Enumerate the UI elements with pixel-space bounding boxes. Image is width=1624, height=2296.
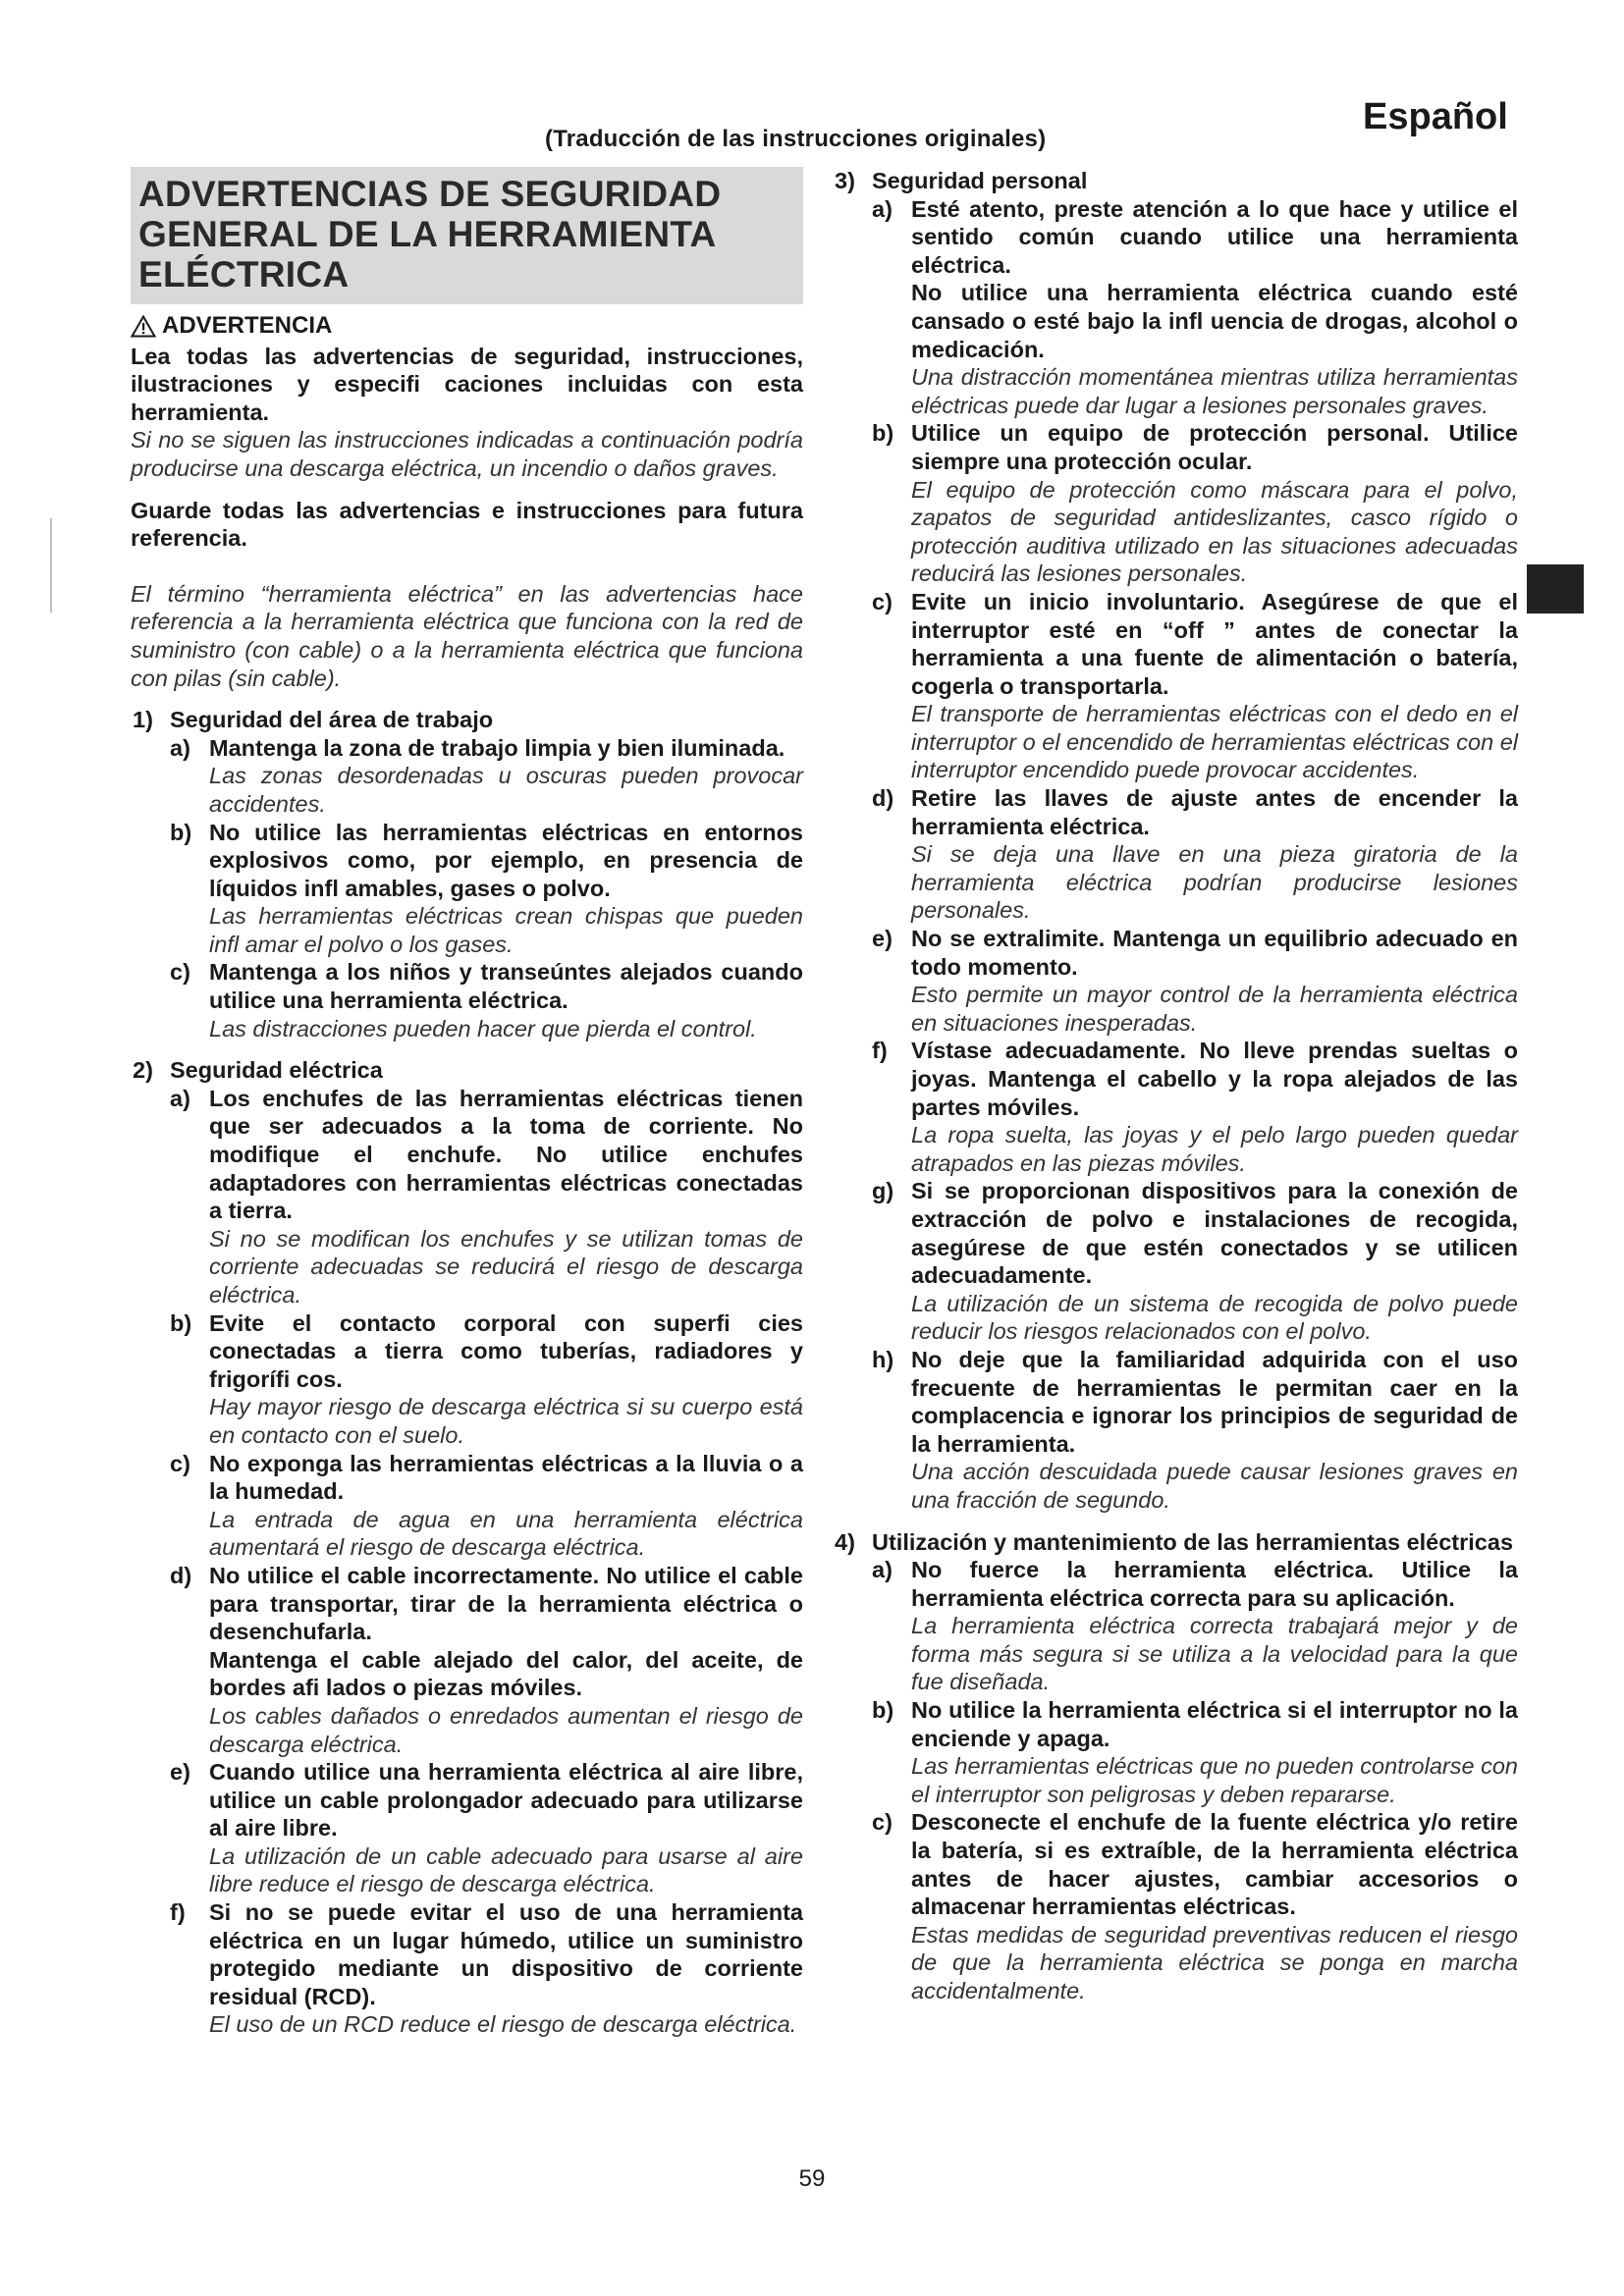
page-number: 59 <box>798 2165 826 2192</box>
item-text: Utilice un equipo de protección personal. Utilice siempre una protección ocular. <box>911 420 1518 474</box>
item-text: Si no se puede evitar el uso de una herramienta eléctrica en un lugar húmedo, utilice un suministro protegido mediante un dispositivo de corriente residual (RCD). <box>209 1899 803 2009</box>
list-item <box>170 1085 803 1225</box>
item-note: Los cables dañados o enredados aumentan el riesgo de descarga eléctrica. <box>209 1702 803 1757</box>
item-note: La entrada de agua en una herramienta eléctrica aumentará el riesgo de descarga eléctrica. <box>209 1506 803 1561</box>
section-2-heading <box>133 1056 803 1085</box>
item-text: No utilice las herramientas eléctricas en entornos explosivos como, por ejemplo, en presencia de líquidos infl amables, gases o polvo. <box>209 819 803 901</box>
item-label: c) <box>170 959 190 986</box>
section-number: 4) <box>835 1528 855 1555</box>
item-extra: No utilice una herramienta eléctrica cuando esté cansado o esté bajo la infl uencia de drogas, alcohol o medicación. <box>911 280 1518 362</box>
item-note: Si se deja una llave en una pieza giratoria de la herramienta eléctrica podrían producirse lesiones personales. <box>911 841 1518 924</box>
section-1-heading <box>133 706 803 734</box>
item-label: c) <box>872 1809 893 1836</box>
warning-heading <box>131 312 803 341</box>
item-text: No exponga las herramientas eléctricas a la lluvia o a la humedad. <box>209 1450 803 1505</box>
item-label: c) <box>170 1450 190 1476</box>
item-note: Las distracciones pueden hacer que pierda el control. <box>209 1015 757 1041</box>
keep-instructions: Guarde todas las advertencias e instrucciones para futura referencia. <box>131 497 803 552</box>
list-item <box>872 1696 1518 1752</box>
item-text: Evite un inicio involuntario. Asegúrese de que el interruptor esté en “off ” antes de conectar la herramienta a una fuente de alimentación o batería, cogerla o transportarla. <box>911 588 1518 699</box>
item-label: a) <box>872 1557 893 1583</box>
section-number: 2) <box>133 1057 153 1084</box>
item-note: La herramienta eléctrica correcta trabajará mejor y de forma más segura si se utiliza a la velocidad para la que fue diseñada. <box>911 1613 1518 1695</box>
list-item <box>170 1758 803 1842</box>
item-note: Una acción descuidada puede causar lesiones graves en una fracción de segundo. <box>911 1459 1518 1513</box>
list-item <box>170 734 803 763</box>
list-item <box>170 819 803 903</box>
item-text: Mantenga a los niños y transeúntes alejados cuando utilice una herramienta eléctrica. <box>209 959 803 1014</box>
item-note: Esto permite un mayor control de la herramienta eléctrica en situaciones inesperadas. <box>911 982 1518 1036</box>
item-text: Cuando utilice una herramienta eléctrica al aire libre, utilice un cable prolongador adecuado para utilizarse al aire libre. <box>209 1759 803 1842</box>
section-thumb-tab <box>1527 564 1584 614</box>
item-label: g) <box>872 1178 894 1204</box>
item-text: No utilice el cable incorrectamente. No utilice el cable para transportar, tirar de la herramienta eléctrica o desenchufarla. <box>209 1562 803 1645</box>
term-definition: El término “herramienta eléctrica” en las advertencias hace referencia a la herramienta eléctrica que funciona con la red de suministro (con cable) o a la herramienta eléctrica que funciona con pilas (sin cable). <box>131 580 803 691</box>
list-item <box>170 958 803 1014</box>
left-column <box>131 167 803 2039</box>
intro-bold: Lea todas las advertencias de seguridad, instrucciones, ilustraciones y especifi caciones incluidas con esta herramienta. <box>131 343 803 425</box>
item-text: Evite el contacto corporal con superfi cies conectadas a tierra como tuberías, radiadores y frigorífi cos. <box>209 1309 803 1392</box>
item-text: No utilice la herramienta eléctrica si el interruptor no la enciende y apaga. <box>911 1697 1518 1751</box>
section-title: Seguridad del área de trabajo <box>170 707 494 733</box>
section-title: Utilización y mantenimiento de las herramientas eléctricas <box>872 1528 1514 1555</box>
item-text: Los enchufes de las herramientas eléctricas tienen que ser adecuados a la toma de corriente. No modifique el enchufe. No utilice enchufes adaptadores con herramientas eléctricas conectadas a tierra. <box>209 1085 803 1224</box>
item-text: Vístase adecuadamente. No lleve prendas sueltas o joyas. Mantenga el cabello y la ropa alejados de las partes móviles. <box>911 1038 1518 1120</box>
item-label: e) <box>170 1759 190 1786</box>
item-label: b) <box>872 420 894 447</box>
item-text: Retire las llaves de ajuste antes de encender la herramienta eléctrica. <box>911 785 1518 839</box>
item-label: f) <box>170 1899 186 1926</box>
section-number: 1) <box>133 707 153 733</box>
right-column <box>833 167 1518 2005</box>
list-item <box>872 1037 1518 1121</box>
list-item <box>872 419 1518 475</box>
list-item <box>872 1808 1518 1920</box>
item-note: El equipo de protección como máscara para el polvo, zapatos de seguridad antideslizantes, casco rígido o protección auditiva utilizado en las situaciones adecuadas reducirá las lesiones personales. <box>911 476 1518 587</box>
list-item <box>872 1346 1518 1458</box>
section-4-heading <box>835 1528 1518 1557</box>
list-item <box>872 588 1518 700</box>
item-label: a) <box>872 195 893 222</box>
list-item <box>872 195 1518 280</box>
page-title: ADVERTENCIAS DE SEGURIDAD GENERAL DE LA HERRAMIENTA ELÉCTRICA <box>131 167 803 304</box>
item-label: d) <box>170 1562 192 1588</box>
item-note: La utilización de un sistema de recogida de polvo puede reducir los riesgos relacionados con el polvo. <box>911 1290 1518 1345</box>
list-item <box>170 1309 803 1394</box>
item-label: c) <box>872 588 893 614</box>
item-label: a) <box>170 1085 190 1111</box>
item-text: Si se proporcionan dispositivos para la conexión de extracción de polvo e instalaciones de recogida, asegúrese de que estén conectados y se utilicen adecuadamente. <box>911 1178 1518 1289</box>
item-note: La ropa suelta, las joyas y el pelo largo pueden quedar atrapados en las piezas móviles. <box>911 1122 1518 1176</box>
item-label: e) <box>872 926 893 952</box>
item-text: No fuerce la herramienta eléctrica. Utilice la herramienta eléctrica correcta para su aplicación. <box>911 1557 1518 1611</box>
warning-label: ADVERTENCIA <box>162 312 333 339</box>
item-text: No se extralimite. Mantenga un equilibrio adecuado en todo momento. <box>911 926 1518 980</box>
list-item <box>170 1898 803 2010</box>
item-text: Mantenga la zona de trabajo limpia y bien iluminada. <box>209 734 785 761</box>
section-title: Seguridad personal <box>872 168 1088 193</box>
list-item <box>170 1450 803 1506</box>
section-number: 3) <box>835 168 855 193</box>
item-note: El transporte de herramientas eléctricas con el dedo en el interruptor o el encendido de herramientas eléctricas con el interruptor encendido puede provocar accidentes. <box>911 701 1518 783</box>
item-note: Estas medidas de seguridad preventivas reducen el riesgo de que la herramienta eléctrica se ponga en marcha accidentalmente. <box>911 1921 1518 2003</box>
item-label: b) <box>170 1309 192 1336</box>
item-note: Una distracción momentánea mientras utiliza herramientas eléctricas puede dar lugar a lesiones personales graves. <box>911 364 1518 418</box>
item-note: Las herramientas eléctricas que no pueden controlarse con el interruptor son peligrosas y deben repararse. <box>911 1753 1518 1807</box>
item-label: b) <box>872 1697 894 1724</box>
header-language: Español <box>1363 96 1508 137</box>
item-label: b) <box>170 819 192 845</box>
item-text: Desconecte el enchufe de la fuente eléctrica y/o retire la batería, si es extraíble, de la herramienta eléctrica antes de hacer ajustes, cambiar accesorios o almacenar herramientas eléctricas. <box>911 1809 1518 1920</box>
item-text: Esté atento, preste atención a lo que hace y utilice el sentido común cuando utilice una herramienta eléctrica. <box>911 195 1518 278</box>
item-note: La utilización de un cable adecuado para usarse al aire libre reduce el riesgo de descarga eléctrica. <box>209 1842 803 1897</box>
item-note: Las herramientas eléctricas crean chispas que pueden infl amar el polvo o los gases. <box>209 903 803 957</box>
list-item <box>872 784 1518 840</box>
item-note: Si no se modifican los enchufes y se utilizan tomas de corriente adecuadas se reducirá el riesgo de descarga eléctrica. <box>209 1225 803 1308</box>
list-item <box>872 1556 1518 1612</box>
item-label: f) <box>872 1038 888 1064</box>
item-note: Las zonas desordenadas u oscuras pueden provocar accidentes. <box>209 763 803 817</box>
item-text: No deje que la familiaridad adquirida con el uso frecuente de herramientas le permitan caer en la complacencia e ignorar los principios de seguridad de la herramienta. <box>911 1346 1518 1457</box>
list-item <box>872 1177 1518 1289</box>
warning-triangle-icon <box>131 315 156 338</box>
list-item <box>170 1562 803 1646</box>
intro-italic: Si no se siguen las instrucciones indicadas a continuación podría producirse una descarga eléctrica, un incendio o daños graves. <box>131 427 803 481</box>
item-label: d) <box>872 785 894 812</box>
item-label: h) <box>872 1346 894 1372</box>
list-item <box>872 925 1518 981</box>
item-label: a) <box>170 734 190 761</box>
margin-line <box>50 518 52 613</box>
section-3-heading <box>835 167 1518 195</box>
item-note: El uso de un RCD reduce el riesgo de descarga eléctrica. <box>209 2011 797 2038</box>
item-extra: Mantenga el cable alejado del calor, del aceite, de bordes afi lados o piezas móviles. <box>209 1646 803 1701</box>
item-note: Hay mayor riesgo de descarga eléctrica si su cuerpo está en contacto con el suelo. <box>209 1394 803 1448</box>
header-subtitle: (Traducción de las instrucciones originales) <box>545 126 1047 152</box>
section-title: Seguridad eléctrica <box>170 1057 383 1084</box>
